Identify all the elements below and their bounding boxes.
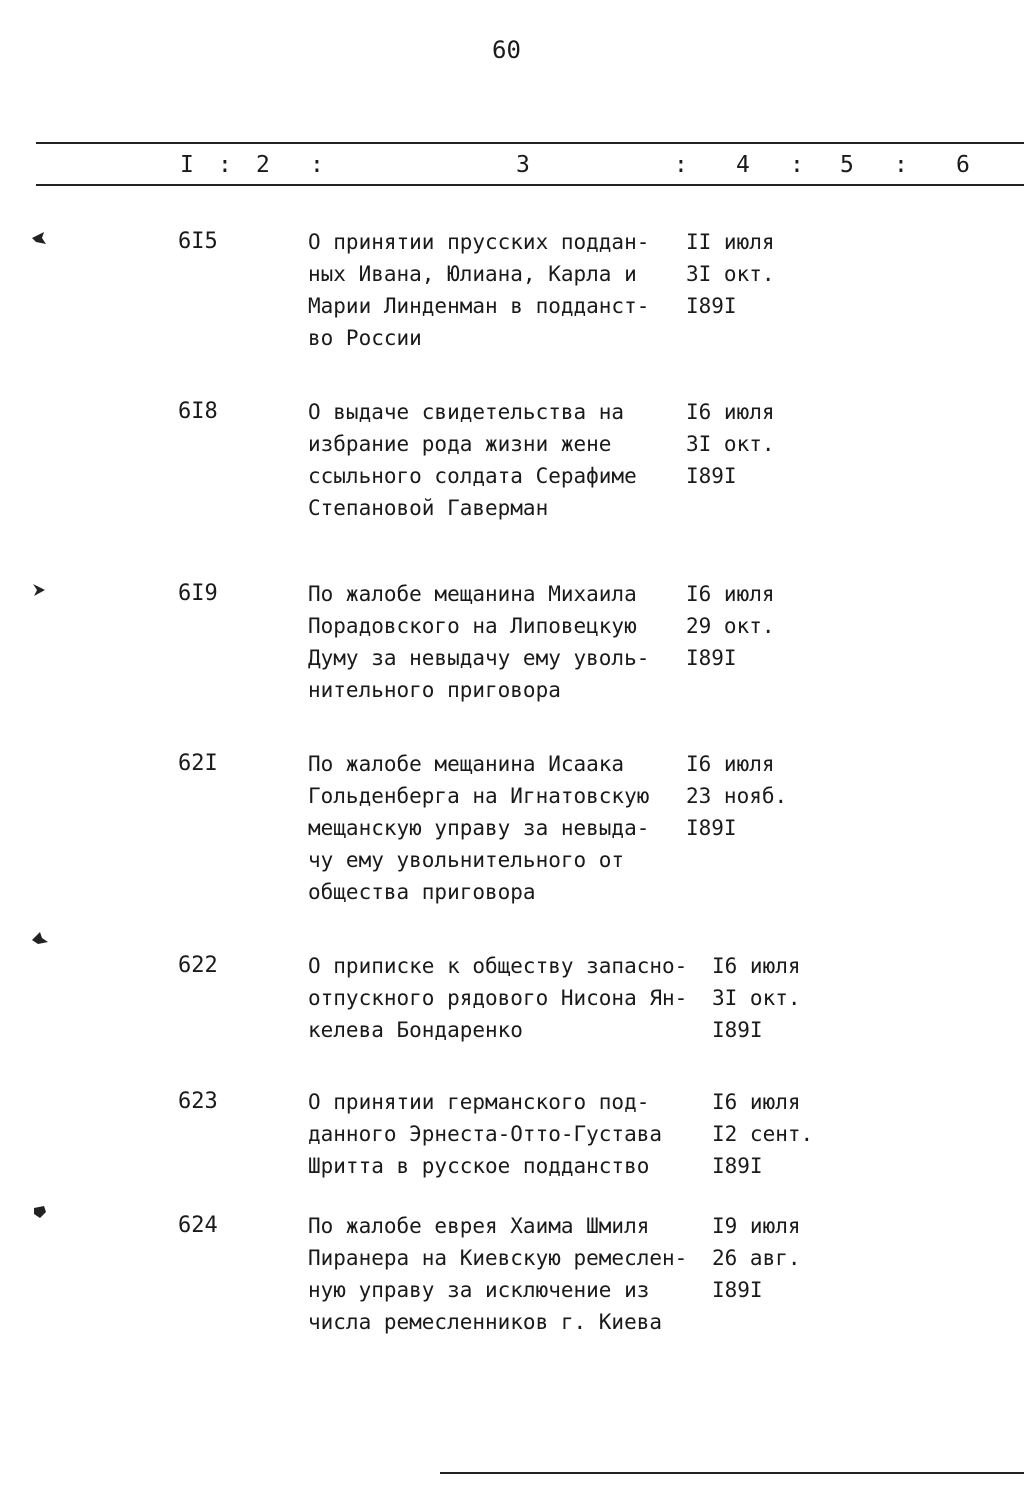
description-line: Порадовского на Липовецкую bbox=[308, 614, 637, 638]
description-line: отпускного рядового Нисона Ян- bbox=[308, 986, 688, 1010]
description-line: мещанскую управу за невыда- bbox=[308, 816, 650, 840]
column-separator: : bbox=[790, 152, 804, 178]
date-end: 3I окт. bbox=[686, 262, 775, 286]
entry-description bbox=[308, 1210, 687, 1338]
description-line: Марии Линденман в подданст- bbox=[308, 294, 650, 318]
description-line: ссыльного солдата Серафиме bbox=[308, 464, 637, 488]
description-line: По жалобе мещанина Исаака bbox=[308, 752, 625, 776]
margin-ink-mark bbox=[30, 1204, 50, 1220]
header-rule-top bbox=[36, 142, 1024, 144]
entry-number: 622 bbox=[178, 953, 218, 978]
description-line: ную управу за исключение из bbox=[308, 1278, 650, 1302]
entry-number: 624 bbox=[178, 1213, 218, 1238]
description-line: нительного приговора bbox=[308, 678, 561, 702]
description-line: келева Бондаренко bbox=[308, 1018, 523, 1042]
margin-ink-mark bbox=[30, 230, 50, 246]
description-line: данного Эрнеста-Отто-Густава bbox=[308, 1122, 663, 1146]
entry-number: 623 bbox=[178, 1089, 218, 1114]
column-header-6: 6 bbox=[956, 152, 970, 178]
entry-dates bbox=[712, 1086, 813, 1182]
date-end: 26 авг. bbox=[712, 1246, 801, 1270]
entry-description bbox=[308, 396, 637, 524]
date-start: I6 июля bbox=[686, 582, 775, 606]
entry-dates bbox=[686, 226, 775, 322]
entry-description bbox=[308, 578, 649, 706]
entry-number: 6I9 bbox=[178, 581, 218, 606]
description-line: Степановой Гаверман bbox=[308, 496, 549, 520]
description-line: числа ремесленников г. Киева bbox=[308, 1310, 663, 1334]
entry-description bbox=[308, 226, 649, 354]
column-header-1: I bbox=[180, 152, 194, 178]
entry-dates bbox=[712, 950, 801, 1046]
date-start: I6 июля bbox=[686, 752, 775, 776]
date-year: I89I bbox=[686, 816, 737, 840]
description-line: По жалобе еврея Хаима Шмиля bbox=[308, 1214, 650, 1238]
description-line: О принятии прусских поддан- bbox=[308, 230, 650, 254]
date-start: I6 июля bbox=[686, 400, 775, 424]
entry-dates bbox=[686, 748, 787, 844]
description-line: О приписке к обществу запасно- bbox=[308, 954, 688, 978]
date-year: I89I bbox=[686, 294, 737, 318]
description-line: во России bbox=[308, 326, 422, 350]
column-header-5: 5 bbox=[840, 152, 854, 178]
entry-number: 62I bbox=[178, 751, 218, 776]
entry-description bbox=[308, 950, 687, 1046]
page-number: 60 bbox=[492, 36, 521, 64]
column-header-3: 3 bbox=[516, 152, 530, 178]
description-line: Пиранера на Киевскую ремеслен- bbox=[308, 1246, 688, 1270]
description-line: О принятии германского под- bbox=[308, 1090, 650, 1114]
margin-ink-mark bbox=[30, 582, 50, 598]
entry-description bbox=[308, 1086, 662, 1182]
margin-ink-mark bbox=[30, 930, 50, 946]
date-year: I89I bbox=[686, 464, 737, 488]
date-start: I6 июля bbox=[712, 954, 801, 978]
date-year: I89I bbox=[712, 1154, 763, 1178]
entry-dates bbox=[712, 1210, 801, 1306]
date-start: I9 июля bbox=[712, 1214, 801, 1238]
date-start: II июля bbox=[686, 230, 775, 254]
date-year: I89I bbox=[686, 646, 737, 670]
entry-dates bbox=[686, 396, 775, 492]
description-line: Шритта в русское подданство bbox=[308, 1154, 650, 1178]
column-separator: : bbox=[674, 152, 688, 178]
description-line: Думу за невыдачу ему уволь- bbox=[308, 646, 650, 670]
footer-rule bbox=[440, 1472, 1024, 1474]
entry-number: 6I8 bbox=[178, 399, 218, 424]
column-separator: : bbox=[894, 152, 908, 178]
description-line: чу ему увольнительного от bbox=[308, 848, 625, 872]
description-line: ных Ивана, Юлиана, Карла и bbox=[308, 262, 637, 286]
column-separator: : bbox=[310, 152, 324, 178]
date-end: 29 окт. bbox=[686, 614, 775, 638]
column-header-2: 2 bbox=[256, 152, 270, 178]
description-line: Гольденберга на Игнатовскую bbox=[308, 784, 650, 808]
date-end: 23 нояб. bbox=[686, 784, 788, 808]
date-start: I6 июля bbox=[712, 1090, 801, 1114]
description-line: О выдаче свидетельства на bbox=[308, 400, 625, 424]
column-separator: : bbox=[218, 152, 232, 178]
date-year: I89I bbox=[712, 1018, 763, 1042]
column-header-4: 4 bbox=[736, 152, 750, 178]
date-end: 3I окт. bbox=[712, 986, 801, 1010]
description-line: общества приговора bbox=[308, 880, 536, 904]
header-rule-bottom bbox=[36, 184, 1024, 186]
description-line: По жалобе мещанина Михаила bbox=[308, 582, 637, 606]
date-end: I2 сент. bbox=[712, 1122, 814, 1146]
entry-number: 6I5 bbox=[178, 229, 218, 254]
entry-description bbox=[308, 748, 649, 908]
date-year: I89I bbox=[712, 1278, 763, 1302]
date-end: 3I окт. bbox=[686, 432, 775, 456]
description-line: избрание рода жизни жене bbox=[308, 432, 612, 456]
entry-dates bbox=[686, 578, 775, 674]
